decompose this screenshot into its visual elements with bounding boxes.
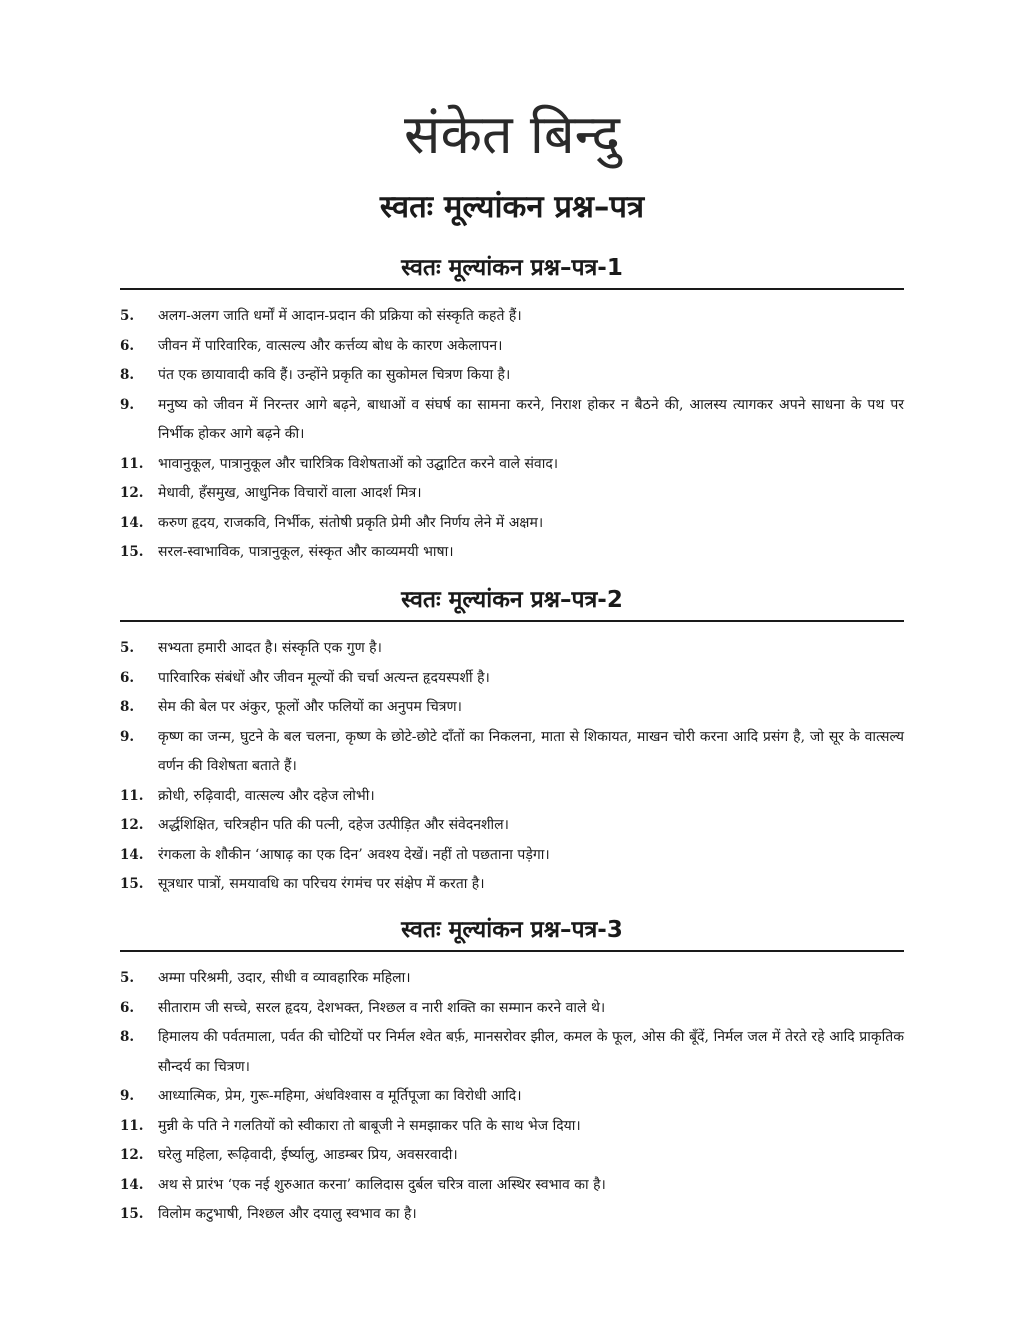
- list-item: [120, 1200, 904, 1230]
- list-item: [120, 509, 904, 539]
- item-text: जीवन में पारिवारिक, वात्सल्य और कर्त्तव्य बोध के कारण अकेलापन।: [158, 337, 503, 354]
- item-text: भावानुकूल, पात्रानुकूल और चारित्रिक विशेषताओं को उद्घाटित करने वाले संवाद।: [158, 455, 559, 472]
- list-item: [120, 361, 904, 391]
- hint-list: [120, 302, 904, 568]
- item-number: 12.: [120, 817, 144, 833]
- section-paper-3: [120, 914, 904, 1230]
- item-text: सूत्रधार पात्रों, समयावधि का परिचय रंगमंच पर संक्षेप में करता है।: [158, 876, 485, 892]
- item-number: 9.: [120, 728, 135, 745]
- item-number: 6.: [120, 337, 135, 354]
- list-item: [120, 538, 904, 568]
- list-item: [120, 391, 904, 450]
- hint-list: [120, 634, 904, 900]
- section-paper-2: [120, 584, 904, 900]
- item-text: मेधावी, हँसमुख, आधुनिक विचारों वाला आदर्श मित्र।: [158, 485, 422, 501]
- list-item: [120, 1112, 904, 1142]
- list-item: [120, 1141, 904, 1171]
- item-number: 8.: [120, 1029, 135, 1045]
- item-number: 5.: [120, 640, 135, 656]
- section-paper-1: [120, 252, 904, 568]
- list-item: [120, 332, 904, 362]
- item-text: सीताराम जी सच्चे, सरल हृदय, देशभक्त, निश्छल व नारी शक्ति का सम्मान करने वाले थे।: [158, 999, 606, 1016]
- item-text: हिमालय की पर्वतमाला, पर्वत की चोटियों पर निर्मल श्वेत बर्फ़, मानसरोवर झील, कमल के फूल, ओस की बूँदें, निर्मल जल में तेरते रहे आदि प्राकृतिक सौन्दर्य का चित्रण।: [158, 1029, 904, 1075]
- heading-rule: [120, 620, 904, 622]
- item-number: 12.: [120, 1147, 144, 1163]
- item-number: 11.: [120, 787, 144, 804]
- item-text: मनुष्य को जीवन में निरन्तर आगे बढ़ने, बाधाओं व संघर्ष का सामना करने, निराश होकर न बैठने की, आलस्य त्यागकर अपने साधना के पथ पर निर्भीक होकर आगे बढ़ने की।: [158, 396, 904, 442]
- item-number: 5.: [120, 970, 135, 986]
- page-subtitle: स्वतः मूल्यांकन प्रश्न–पत्र: [379, 189, 645, 225]
- item-text: सरल-स्वाभाविक, पात्रानुकूल, संस्कृत और काव्यमयी भाषा।: [158, 544, 454, 560]
- item-text: अलग-अलग जाति धर्मों में आदान-प्रदान की प्रक्रिया को संस्कृति कहते हैं।: [158, 308, 522, 324]
- list-item: [120, 723, 904, 782]
- list-item: [120, 811, 904, 841]
- list-item: [120, 479, 904, 509]
- list-item: [120, 1023, 904, 1082]
- item-number: 8.: [120, 699, 135, 715]
- list-item: [120, 994, 904, 1024]
- list-item: [120, 1171, 904, 1201]
- item-text: सभ्यता हमारी आदत है। संस्कृति एक गुण है।: [158, 640, 382, 656]
- item-text: आध्यात्मिक, प्रेम, गुरू-महिमा, अंधविश्वास व मूर्तिपूजा का विरोधी आदि।: [158, 1088, 522, 1104]
- item-number: 6.: [120, 999, 135, 1016]
- item-number: 11.: [120, 455, 144, 472]
- item-number: 9.: [120, 1088, 135, 1104]
- list-item: [120, 450, 904, 480]
- item-text: कृष्ण का जन्म, घुटने के बल चलना, कृष्ण के छोटे-छोटे दाँतों का निकलना, माता से शिकायत, माखन चोरी करना आदि प्रसंग है, जो सूर के वात्सल्य वर्णन की विशेषता बताते हैं।: [158, 728, 904, 774]
- item-number: 8.: [120, 367, 135, 383]
- item-text: क्रोधी, रुढ़िवादी, वात्सल्य और दहेज लोभी।: [158, 787, 375, 804]
- item-number: 5.: [120, 308, 135, 324]
- item-text: पंत एक छायावादी कवि हैं। उन्होंने प्रकृति का सुकोमल चित्रण किया है।: [158, 367, 511, 383]
- item-number: 15.: [120, 544, 144, 560]
- heading-rule: [120, 288, 904, 290]
- section-heading: स्वतः मूल्यांकन प्रश्न–पत्र-1: [401, 255, 623, 281]
- list-item: [120, 1082, 904, 1112]
- item-text: अथ से प्रारंभ ‘एक नई शुरुआत करना’ कालिदास दुर्बल चरित्र वाला अस्थिर स्वभाव का है।: [158, 1176, 606, 1193]
- item-number: 15.: [120, 876, 144, 892]
- item-text: सेम की बेल पर अंकुर, फूलों और फलियों का अनुपम चित्रण।: [158, 699, 462, 715]
- item-number: 12.: [120, 485, 144, 501]
- list-item: [120, 693, 904, 723]
- item-text: अर्द्धशिक्षित, चरित्रहीन पति की पत्नी, दहेज उत्पीड़ित और संवेदनशील।: [158, 817, 509, 833]
- item-number: 6.: [120, 669, 135, 686]
- item-number: 14.: [120, 846, 144, 863]
- hint-list: [120, 964, 904, 1230]
- item-number: 14.: [120, 514, 144, 531]
- list-item: [120, 302, 904, 332]
- item-text: घरेलु महिला, रूढ़िवादी, ईर्ष्यालु, आडम्बर प्रिय, अवसरवादी।: [158, 1147, 458, 1163]
- heading-rule: [120, 950, 904, 952]
- list-item: [120, 870, 904, 900]
- list-item: [120, 782, 904, 812]
- item-text: पारिवारिक संबंधों और जीवन मूल्यों की चर्चा अत्यन्त हृदयस्पर्शी है।: [158, 669, 490, 686]
- page-title: संकेत बिन्दु: [403, 103, 621, 166]
- item-text: करुण हृदय, राजकवि, निर्भीक, संतोषी प्रकृति प्रेमी और निर्णय लेने में अक्षम।: [158, 514, 544, 531]
- section-heading: स्वतः मूल्यांकन प्रश्न–पत्र-3: [401, 917, 623, 943]
- section-heading: स्वतः मूल्यांकन प्रश्न–पत्र-2: [401, 587, 623, 613]
- list-item: [120, 841, 904, 871]
- item-text: रंगकला के शौकीन ‘आषाढ़ का एक दिन’ अवश्य देखें। नहीं तो पछताना पड़ेगा।: [158, 846, 550, 863]
- list-item: [120, 664, 904, 694]
- item-text: अम्मा परिश्रमी, उदार, सीधी व व्यावहारिक महिला।: [158, 970, 411, 986]
- item-number: 9.: [120, 396, 135, 413]
- list-item: [120, 634, 904, 664]
- item-text: विलोम कटुभाषी, निश्छल और दयालु स्वभाव का है।: [158, 1206, 417, 1222]
- item-text: मुन्नी के पति ने गलतियों को स्वीकारा तो बाबूजी ने समझाकर पति के साथ भेज दिया।: [158, 1117, 581, 1134]
- item-number: 11.: [120, 1117, 144, 1134]
- item-number: 15.: [120, 1206, 144, 1222]
- item-number: 14.: [120, 1176, 144, 1193]
- list-item: [120, 964, 904, 994]
